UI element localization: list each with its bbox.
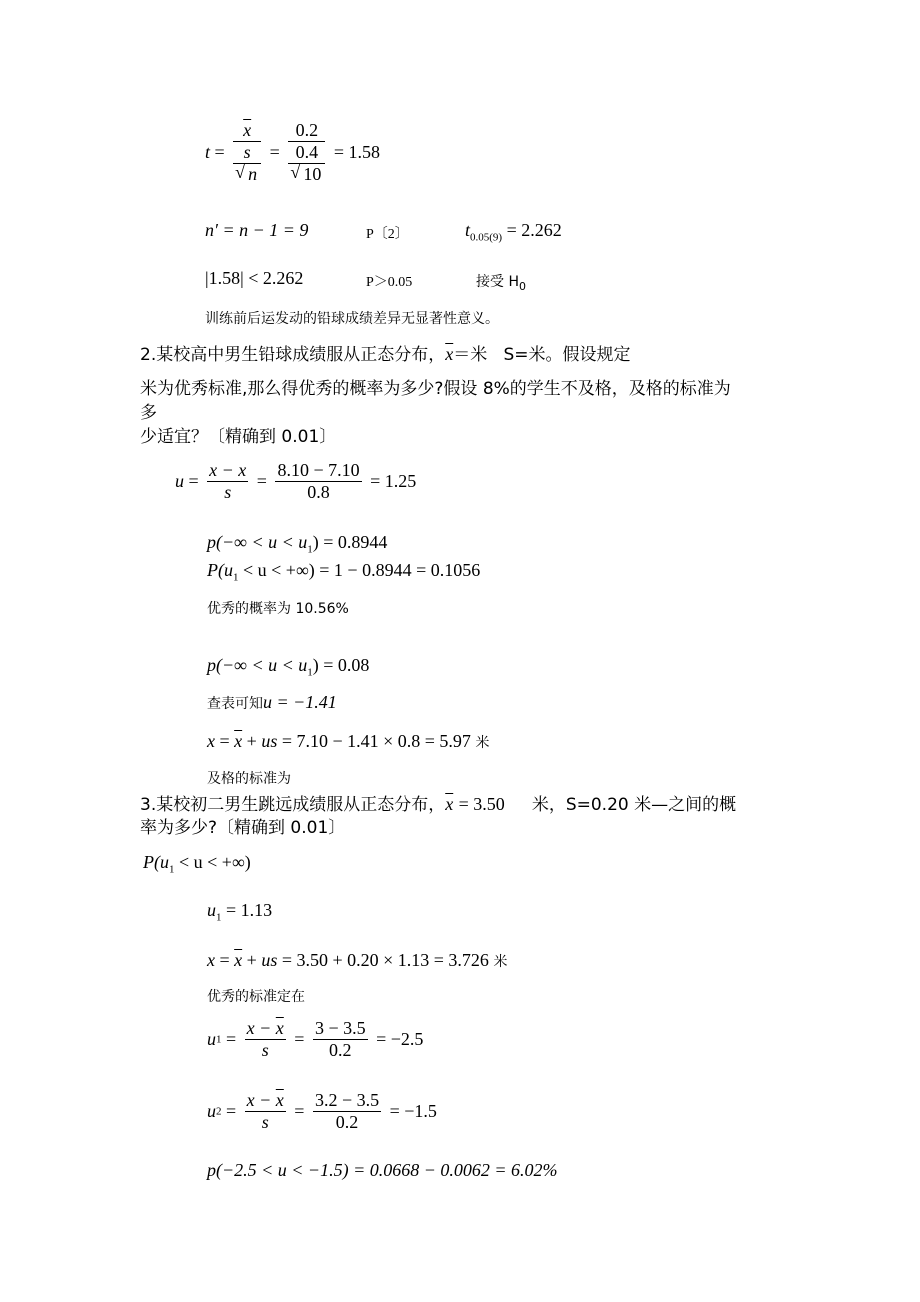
q2-line4: 少适宜？〔精确到 0.01〕	[140, 427, 337, 447]
q3-u1-value: $u_1 = 1.13$	[207, 900, 273, 924]
df-line: n′ = n − 1 = 9	[205, 220, 309, 240]
q3-u2-formula: u2 = $\frac{x - \overline{x}}{s}$ = $\frac{3.2 - 3.5}{0.2}$ = −1.5	[207, 1090, 437, 1132]
q2-line1: 2.某校高中男生铅球成绩服从正态分布，$\overline{x}=$米 S=米。假设规定	[140, 344, 631, 365]
q3-u1-formula: u1 = $\frac{x - \overline{x}}{s}$ = $\frac{3 - 3.5}{0.2}$ = −2.5	[207, 1018, 424, 1060]
p2-label: P〔2〕	[366, 227, 409, 242]
t-fraction-symbolic: $\overline{x}$ s √ n	[233, 120, 261, 185]
q2-line3: 多	[140, 403, 157, 423]
accept-h0: 接受 $H_0$	[476, 274, 526, 293]
p-greater: P＞0.05	[366, 275, 413, 290]
q2-line2: 米为优秀标准,那么得优秀的概率为多少?假设 8%的学生不及格，及格的标准为	[140, 379, 731, 399]
q2-pass-standard: 及格的标准为	[207, 771, 291, 787]
q2-p-line1: $p(-\infty < u < u_1) = 0.8944$	[207, 532, 388, 556]
q2-lookup: 查表可知u = −1.41	[207, 692, 337, 712]
q2-excellent-prob: 优秀的概率为 10.56%	[207, 601, 349, 617]
q2-p-line2: $P(u_1 < u$ < +∞) = 1 − 0.8944 = 0.1056	[207, 560, 481, 584]
q3-excellent-standard: 优秀的标准定在	[207, 989, 305, 1005]
q3-x-calc: $x = \overline{x}$ + us = 3.50 + 0.20 × 1.13 = 3.726 米	[207, 950, 508, 970]
q3-p-line: $P(u_1 < u$ < +∞)	[143, 852, 251, 876]
conclusion-1: 训练前后运发动的铅球成绩差异无显著性意义。	[205, 311, 499, 327]
q3-line1: 3.某校初二男生跳远成绩服从正态分布，$\overline{x} = 3.50$ 米，S=0.20 米—之间的概	[140, 794, 737, 815]
q3-line2: 率为多少?〔精确到 0.01〕	[140, 818, 346, 838]
q2-x-calc: $x = \overline{x}$ + us = 7.10 − 1.41 × 0.8 = 5.97 米	[207, 731, 490, 751]
t-critical: $t_{0.05(9)} = 2.262$	[465, 220, 562, 244]
compare-line: |1.58| < 2.262	[205, 268, 304, 288]
t-fraction-numeric: 0.2 0.4 √ 10	[288, 120, 325, 185]
t-formula: t = $\overline{x}$ s √ n = 0.2 0.4 √ 10 = 1.58	[205, 120, 380, 185]
q2-p-line3: $p(-\infty < u < u_1) = 0.08$	[207, 655, 370, 679]
q2-u-formula: u = $\frac{x - x}{s}$ = $\frac{8.10 - 7.10}{0.8}$ = 1.25	[175, 460, 417, 502]
q3-final: p(−2.5 < u < −1.5) = 0.0668 − 0.0062 = 6.02%	[207, 1160, 558, 1180]
